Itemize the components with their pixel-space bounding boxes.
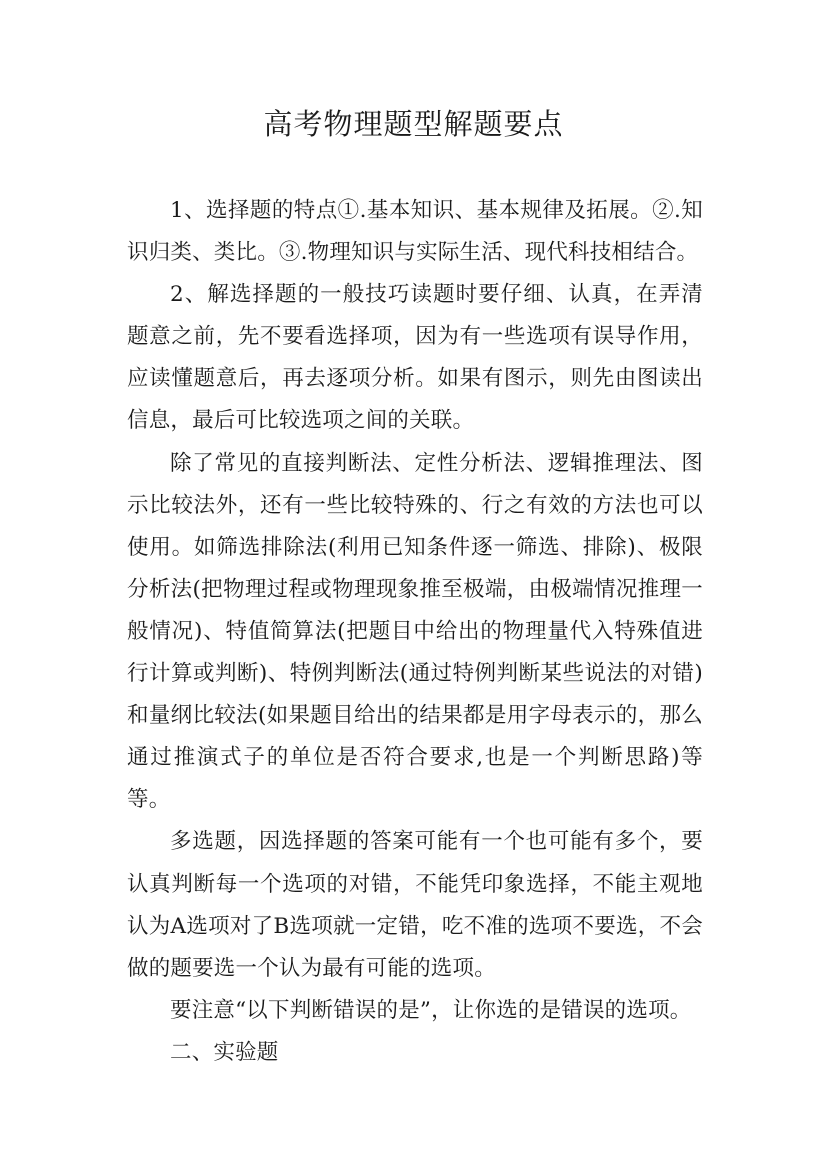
paragraph-choice-features: 1、选择题的特点①.基本知识、基本规律及拓展。②.知识归类、类比。③.物理知识与实际生活、现代科技相结合。 — [127, 198, 703, 266]
page-title: 高考物理题型解题要点 — [263, 107, 564, 141]
document-body — [127, 190, 703, 1074]
paragraph-multiple-choice: 多选题，因选择题的答案可能有一个也可能有多个，要认真判断每一个选项的对错，不能凭印象选择，不能主观地认为A选项对了B选项就一定错，吃不准的选项不要选，不会做的题要选一个认为最有可能的选项。 — [127, 829, 703, 981]
paragraph-choice-techniques: 2、解选择题的一般技巧读题时要仔细、认真，在弄清题意之前，先不要看选择项，因为有一些选项有误导作用，应读懂题意后，再去逐项分析。如果有图示，则先由图读出信息，最后可比较选项之间的关联。 — [127, 282, 703, 434]
paragraph-attention-note: 要注意“以下判断错误的是”，让你选的是错误的选项。 — [170, 997, 692, 1023]
section-heading-experiment: 二、实验题 — [170, 1039, 279, 1065]
paragraph-special-methods: 除了常见的直接判断法、定性分析法、逻辑推理法、图示比较法外，还有一些比较特殊的、行之有效的方法也可以使用。如筛选排除法(利用已知条件逐一筛选、排除)、极限分析法(把物理过程或物理现象推至极端，由极端情况推理一般情况)、特值简算法(把题目中给出的物理量代入特殊值进行计算或判断)、特例判断法(通过特例判断某些说法的对错)和量纲比较法(如果题目给出的结果都是用字母表示的，那么通过推演式子的单位是否符合要求,也是一个判断思路)等等。 — [127, 450, 703, 813]
